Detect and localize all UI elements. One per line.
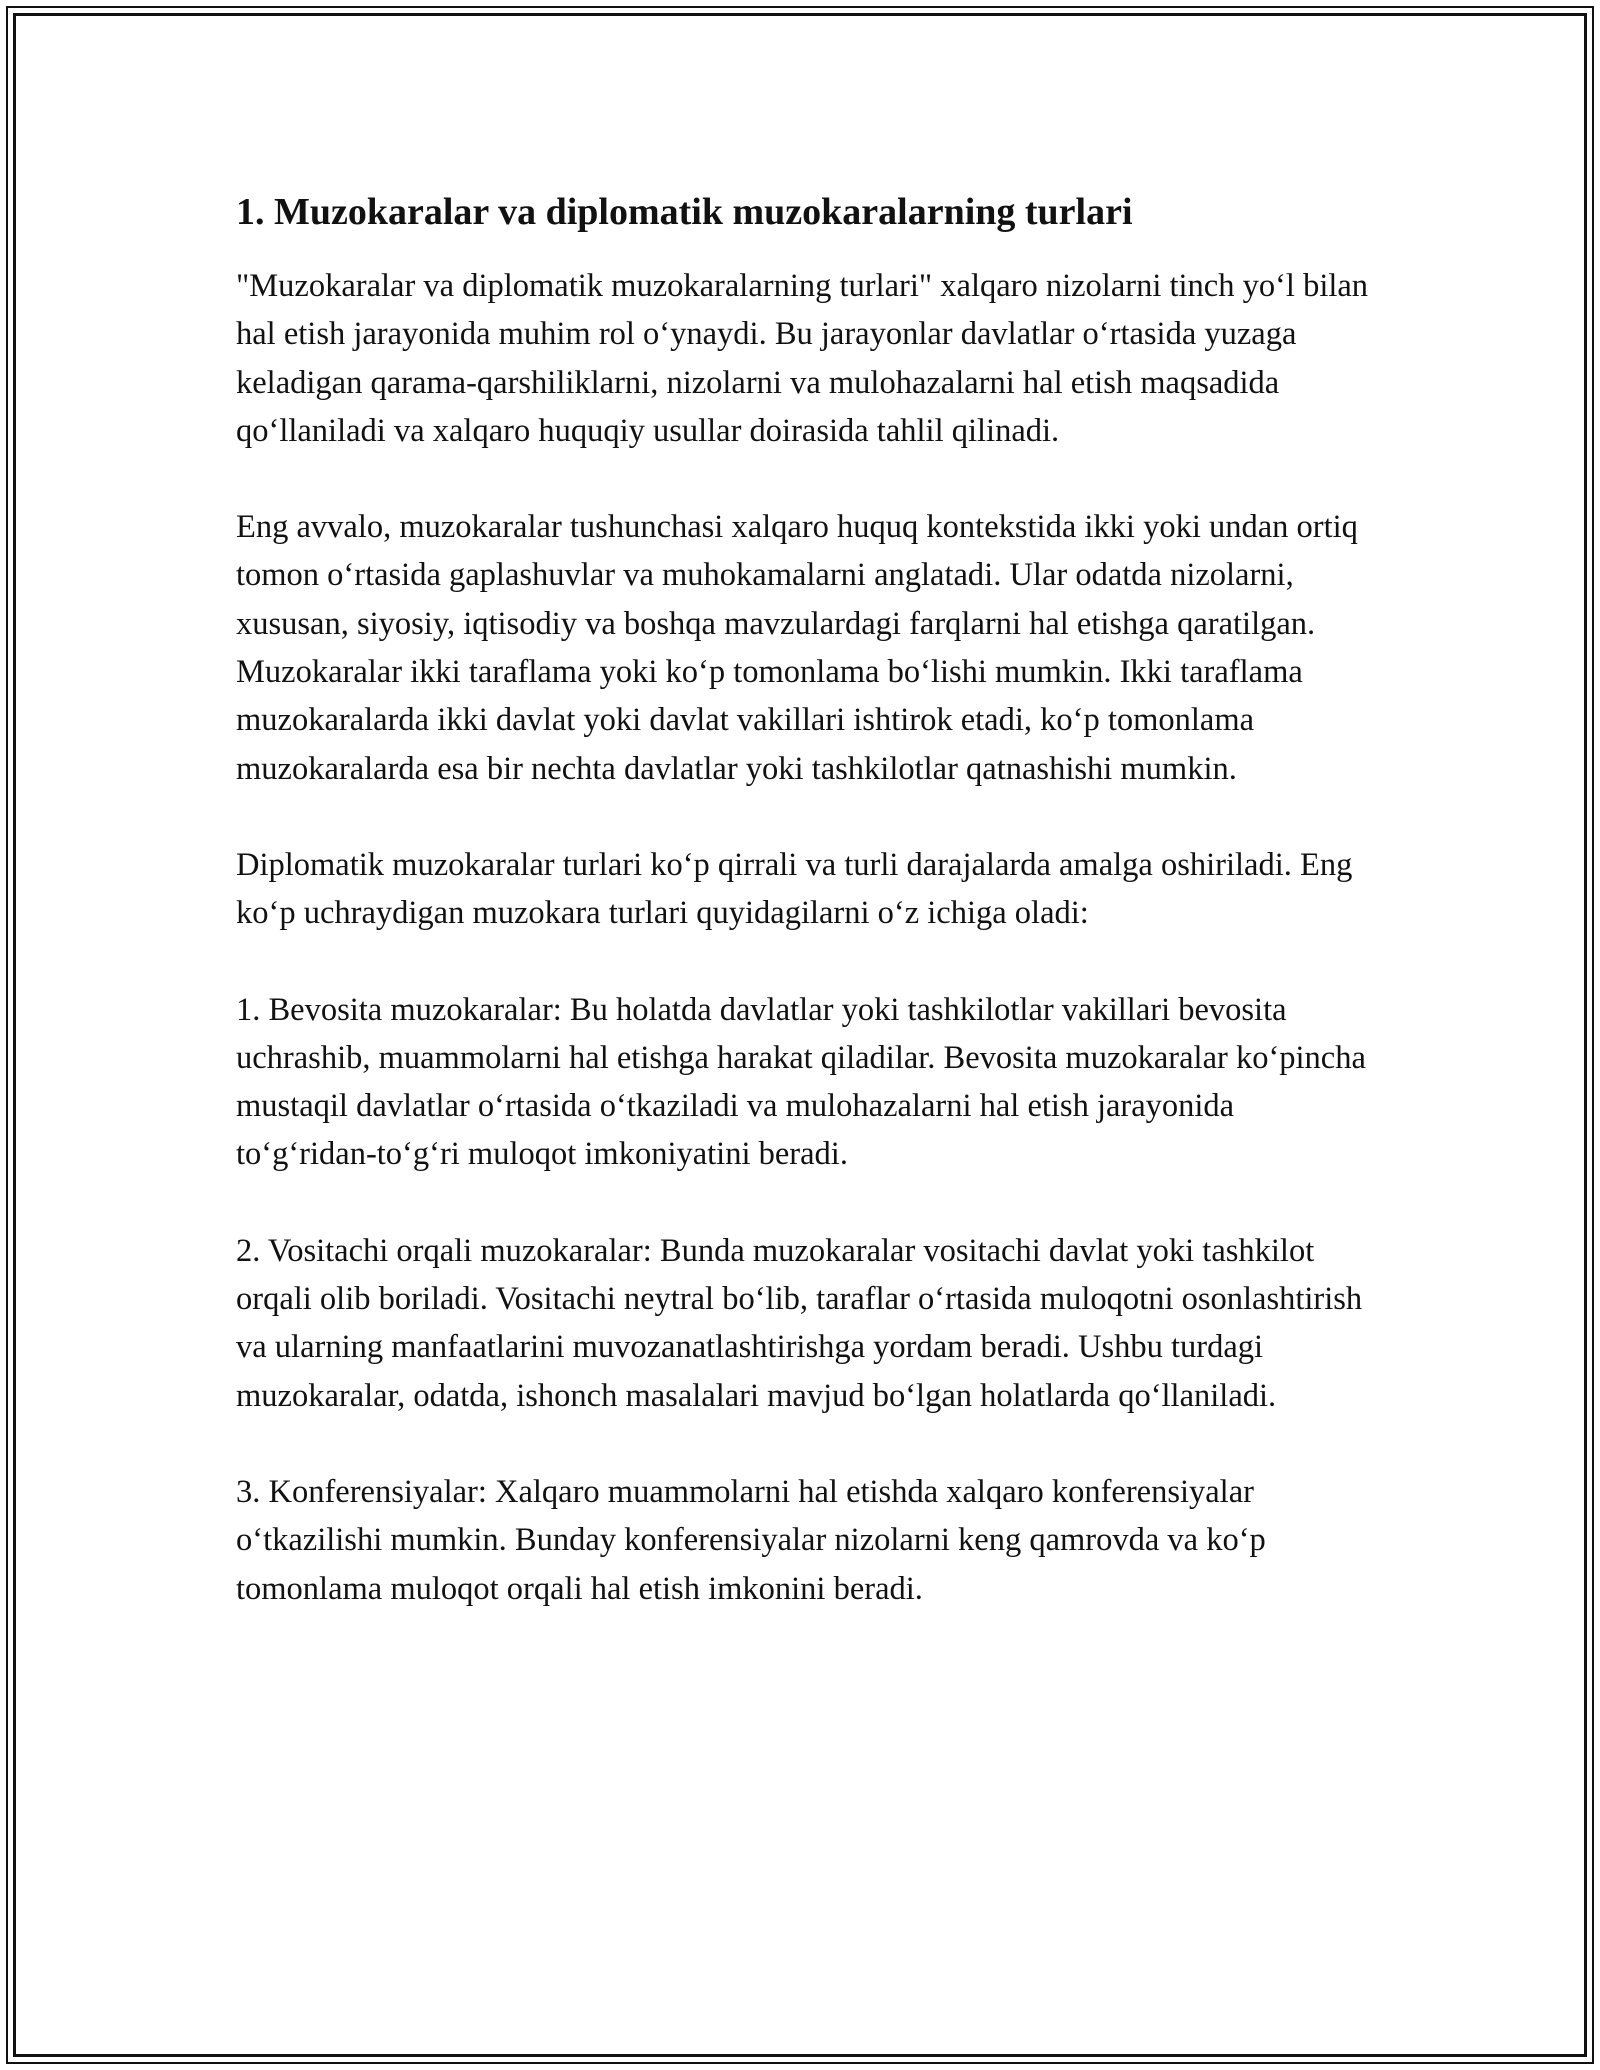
paragraph-conferences: 3. Konferensiyalar: Xalqaro muammolarni hal etishda xalqaro konferensiyalar o‘tkazilishi mumkin. Bunday konferensiyalar nizolarni keng qamrovda va ko‘p tomonlama muloqot orqali hal etish imkonini beradi. [236, 1473, 1266, 1607]
paragraph-mediated-negotiations: 2. Vositachi orqali muzokaralar: Bunda muzokaralar vositachi davlat yoki tashkilot orqali olib boriladi. Vositachi neytral bo‘lib, taraflar o‘rtasida muloqotni osonlashtirish va ularning manfaatlarini muvozanatlashtirishga yordam beradi. Ushbu turdagi muzokaralar, odatda, ishonch masalalari mavjud bo‘lgan holatlarda qo‘llaniladi. [236, 1232, 1363, 1414]
document-body [236, 186, 1376, 1613]
paragraph-types-intro: Diplomatik muzokaralar turlari ko‘p qirrali va turli darajalarda amalga oshiriladi. Eng ko‘p uchraydigan muzokara turlari quyidagilarni o‘z ichiga oladi: [236, 846, 1353, 932]
section-heading: 1. Muzokaralar va diplomatik muzokaralarning turlari [236, 191, 1133, 233]
paragraph-direct-negotiations: 1. Bevosita muzokaralar: Bu holatda davlatlar yoki tashkilotlar vakillari bevosita uchrashib, muammolarni hal etishga harakat qiladilar. Bevosita muzokaralar ko‘pincha mustaqil davlatlar o‘rtasida o‘tkaziladi va mulohazalarni hal etish jarayonida to‘g‘ridan-to‘g‘ri muloqot imkoniyatini beradi. [236, 991, 1366, 1173]
paragraph-definition: Eng avvalo, muzokaralar tushunchasi xalqaro huquq kontekstida ikki yoki undan ortiq tomon o‘rtasida gaplashuvlar va muhokamalarni anglatadi. Ular odatda nizolarni, xususan, siyosiy, iqtisodiy va boshqa mavzulardagi farqlarni hal etishga qaratilgan. Muzokaralar ikki taraflama yoki ko‘p tomonlama bo‘lishi mumkin. Ikki taraflama muzokaralarda ikki davlat yoki davlat vakillari ishtirok etadi, ko‘p tomonlama muzokaralarda esa bir nechta davlatlar yoki tashkilotlar qatnashishi mumkin. [236, 509, 1358, 787]
paragraph-intro: "Muzokaralar va diplomatik muzokaralarning turlari" xalqaro nizolarni tinch yo‘l bilan hal etish jarayonida muhim rol o‘ynaydi. Bu jarayonlar davlatlar o‘rtasida yuzaga keladigan qarama-qarshiliklarni, nizolarni va mulohazalarni hal etish maqsadida qo‘llaniladi va xalqaro huquqiy usullar doirasida tahlil qilinadi. [236, 268, 1369, 449]
